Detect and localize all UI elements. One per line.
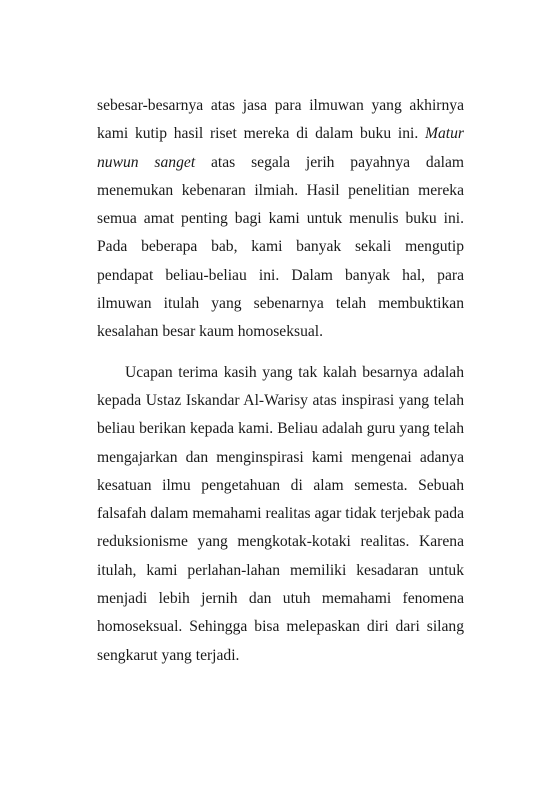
paragraph-1-part-1: sebesar-besarnya atas jasa para ilmuwan yang akhirnya kami kutip hasil riset mereka di dalam buku ini. xyxy=(97,97,464,143)
paragraph-2: Ucapan terima kasih yang tak kalah besarnya adalah kepada Ustaz Iskandar Al-Warisy atas inspirasi yang telah beliau berikan kepada kami. Beliau adalah guru yang telah mengajarkan dan menginspirasi kami mengenai adanya kesatuan ilmu pengetahuan di alam semesta. Sebuah falsafah dalam memahami realitas agar tidak terjebak pada reduksionisme yang mengkotak-kotaki realitas. Karena itulah, kami perlahan-lahan memiliki kesadaran untuk menjadi lebih jernih dan utuh memahami fenomena homoseksual. Sehingga bisa melepaskan diri dari silang sengkarut yang terjadi. xyxy=(97,363,464,664)
paragraph-1-italic-phrase: Matur nuwun sanget xyxy=(97,125,464,171)
body-text xyxy=(97,92,464,670)
paragraph-1-part-2: atas segala jerih payahnya dalam menemukan kebenaran ilmiah. Hasil penelitian mereka semua amat penting bagi kami untuk menulis buku ini. Pada beberapa bab, kami banyak sekali mengutip pendapat beliau-beliau ini. Dalam banyak hal, para ilmuwan itulah yang sebenarnya telah membuktikan kesalahan besar kaum homoseksual. xyxy=(97,153,465,341)
paragraph-1 xyxy=(97,92,464,347)
